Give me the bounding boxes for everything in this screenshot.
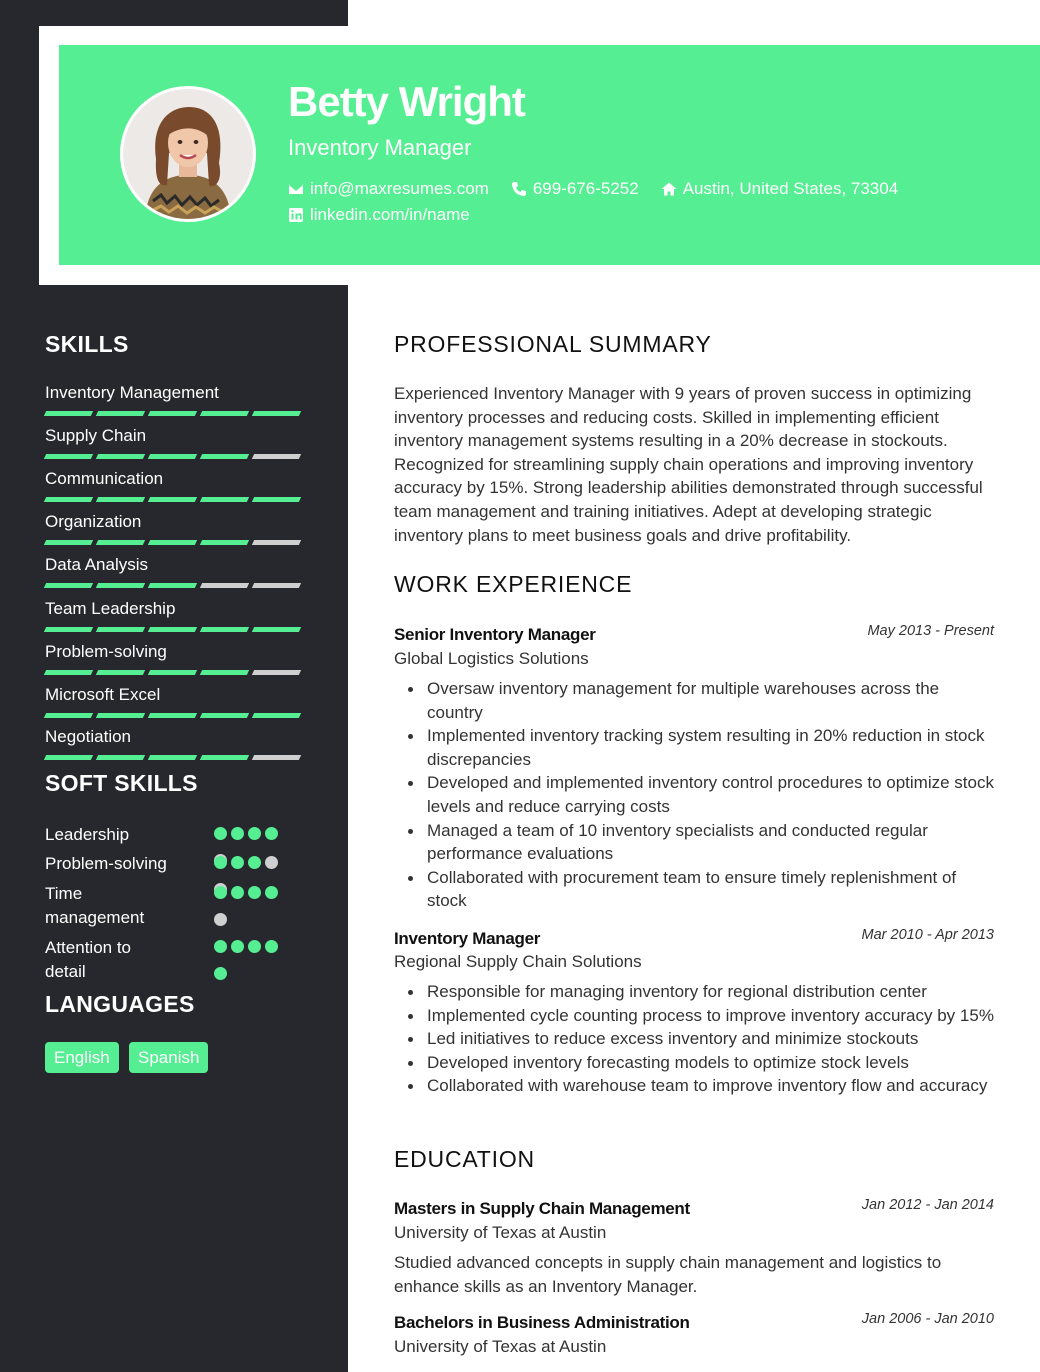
skill-bar-segment [148,670,197,675]
job-company: Global Logistics Solutions [394,649,589,668]
degree-title: Bachelors in Business Administration [394,1313,690,1332]
envelope-icon [288,181,304,197]
avatar [123,89,253,219]
list-item: Managed a team of 10 inventory specialists and conducted regular performance evaluations [427,819,999,866]
education-description: Studied advanced concepts in supply chain management and logistics to enhance skills as an Inventory Manager. [394,1253,942,1296]
candidate-title: Inventory Manager [288,135,472,160]
skill-level-bar [45,583,300,588]
summary-heading: PROFESSIONAL SUMMARY [394,331,712,357]
soft-skill-label: Leadership [45,825,130,844]
list-item: Collaborated with warehouse team to improve inventory flow and accuracy [427,1074,999,1098]
skill-bar-segment [148,755,197,760]
skill-bar-segment [148,713,197,718]
skill-level-bar [45,713,300,718]
rating-dot [248,886,261,899]
skill-bar-segment [96,411,145,416]
soft-skill-rating [214,940,286,980]
skill-bar-segment [148,454,197,459]
linkedin-icon [288,207,304,223]
skill-label: Supply Chain [45,426,147,445]
skill-bar-segment [96,583,145,588]
skill-bar-segment [252,497,301,502]
soft-skill-label: Time management [45,884,145,927]
skill-bar-segment [148,540,197,545]
list-item: Oversaw inventory management for multiple warehouses across the country [427,677,999,724]
rating-dot [231,856,244,869]
list-item: Collaborated with procurement team to ensure timely replenishment of stock [427,866,999,913]
skills-heading: SKILLS [45,331,129,357]
skill-label: Organization [45,512,142,531]
skill-bar-segment [96,670,145,675]
school-name: University of Texas at Austin [394,1223,607,1242]
job-title: Senior Inventory Manager [394,625,596,644]
skill-label: Team Leadership [45,599,176,618]
list-item: Implemented inventory tracking system resulting in 20% reduction in stock discrepancies [427,724,999,771]
skill-bar-segment [96,755,145,760]
skill-label: Data Analysis [45,555,148,574]
contact-location [661,179,898,199]
skill-bar-segment [252,755,301,760]
language-tag: Spanish [129,1042,208,1073]
rating-dot [231,940,244,953]
skill-label: Communication [45,469,164,488]
soft-skills-heading: SOFT SKILLS [45,770,198,796]
rating-dot [248,827,261,840]
skill-bar-segment [96,713,145,718]
candidate-name: Betty Wright [288,78,525,125]
list-item: Developed and implemented inventory control procedures to optimize stock levels and reduce carrying costs [427,771,999,818]
skill-bar-segment [44,497,93,502]
contact-row-2 [288,205,470,225]
rating-dot [265,856,278,869]
skill-level-bar [45,497,300,502]
rating-dot [231,827,244,840]
skill-bar-segment [148,627,197,632]
degree-date: Jan 2006 - Jan 2010 [861,1311,994,1327]
soft-skill-rating [214,886,286,926]
school-name: University of Texas at Austin [394,1337,607,1356]
rating-dot [214,856,227,869]
rating-dot [214,886,227,899]
rating-dot [265,827,278,840]
education-heading: EDUCATION [394,1146,535,1172]
job-date: Mar 2010 - Apr 2013 [861,927,994,943]
list-item: Developed inventory forecasting models to optimize stock levels [427,1051,999,1075]
language-tag: English [45,1042,119,1073]
phone-text: 699-676-5252 [532,179,639,198]
summary-text: Experienced Inventory Manager with 9 years of proven success in optimizing inventory processes and reducing costs. Skilled in implementing efficient inventory management systems resulting in a 20% decrease in stockouts. Recognized for streamlining supply chain operations and improving inventory accuracy by 15%. Strong leadership abilities demonstrated through successful team management and training initiatives. Adept at developing strategic inventory plans to meet business goals and drive profitability. [394,384,983,545]
skill-level-bar [45,755,300,760]
languages-heading: LANGUAGES [45,991,195,1017]
skill-bar-segment [252,454,301,459]
email-text: info@maxresumes.com [310,179,489,198]
degree-date: Jan 2012 - Jan 2014 [861,1197,994,1213]
skill-bar-segment [200,670,249,675]
experience-heading: WORK EXPERIENCE [394,571,633,597]
list-item: Implemented cycle counting process to improve inventory accuracy by 15% [427,1004,999,1028]
rating-dot [248,856,261,869]
skill-bar-segment [252,627,301,632]
home-icon [661,181,677,197]
skill-label: Problem-solving [45,642,167,661]
job-date: May 2013 - Present [867,623,994,639]
skill-bar-segment [44,540,93,545]
skill-bar-segment [44,411,93,416]
location-text: Austin, United States, 73304 [682,179,899,198]
skill-bar-segment [96,497,145,502]
profile-photo [120,86,256,222]
linkedin-text: linkedin.com/in/name [310,205,470,224]
skill-level-bar [45,540,300,545]
skill-bar-segment [200,627,249,632]
contact-phone[interactable] [511,179,639,199]
skill-label: Negotiation [45,727,132,746]
rating-dot [214,913,227,926]
contact-row [288,179,898,199]
skill-label: Microsoft Excel [45,685,161,704]
list-item: Led initiatives to reduce excess inventory and minimize stockouts [427,1027,999,1051]
skill-bar-segment [148,411,197,416]
skill-bar-segment [148,497,197,502]
rating-dot [248,940,261,953]
skill-bar-segment [44,755,93,760]
skill-label: Inventory Management [45,383,219,402]
job-bullets [427,677,999,913]
skill-bar-segment [252,713,301,718]
skill-bar-segment [252,540,301,545]
skill-bar-segment [200,583,249,588]
skill-bar-segment [200,411,249,416]
job-company: Regional Supply Chain Solutions [394,952,642,971]
skill-bar-segment [200,540,249,545]
phone-icon [511,181,527,197]
contact-email[interactable] [288,179,489,199]
contact-linkedin[interactable] [288,205,470,225]
skill-bar-segment [200,713,249,718]
job-title: Inventory Manager [394,929,541,948]
skill-level-bar [45,670,300,675]
skill-bar-segment [44,627,93,632]
rating-dot [231,886,244,899]
rating-dot [214,967,227,980]
skill-bar-segment [96,540,145,545]
list-item: Responsible for managing inventory for regional distribution center [427,980,999,1004]
skill-bar-segment [252,411,301,416]
rating-dot [265,886,278,899]
skill-bar-segment [252,670,301,675]
job-bullets [427,980,999,1098]
skill-bar-segment [252,583,301,588]
degree-title: Masters in Supply Chain Management [394,1199,690,1218]
rating-dot [214,827,227,840]
skill-level-bar [45,411,300,416]
skill-bar-segment [200,454,249,459]
skill-bar-segment [148,583,197,588]
skill-bar-segment [44,583,93,588]
skill-level-bar [45,454,300,459]
skill-bar-segment [44,670,93,675]
skill-bar-segment [200,497,249,502]
soft-skill-label: Problem-solving [45,854,167,873]
rating-dot [214,940,227,953]
skill-level-bar [45,627,300,632]
skill-bar-segment [44,454,93,459]
skill-bar-segment [44,713,93,718]
skill-bar-segment [200,755,249,760]
skill-bar-segment [96,454,145,459]
skill-bar-segment [96,627,145,632]
rating-dot [265,940,278,953]
soft-skill-label: Attention to detail [45,938,132,981]
